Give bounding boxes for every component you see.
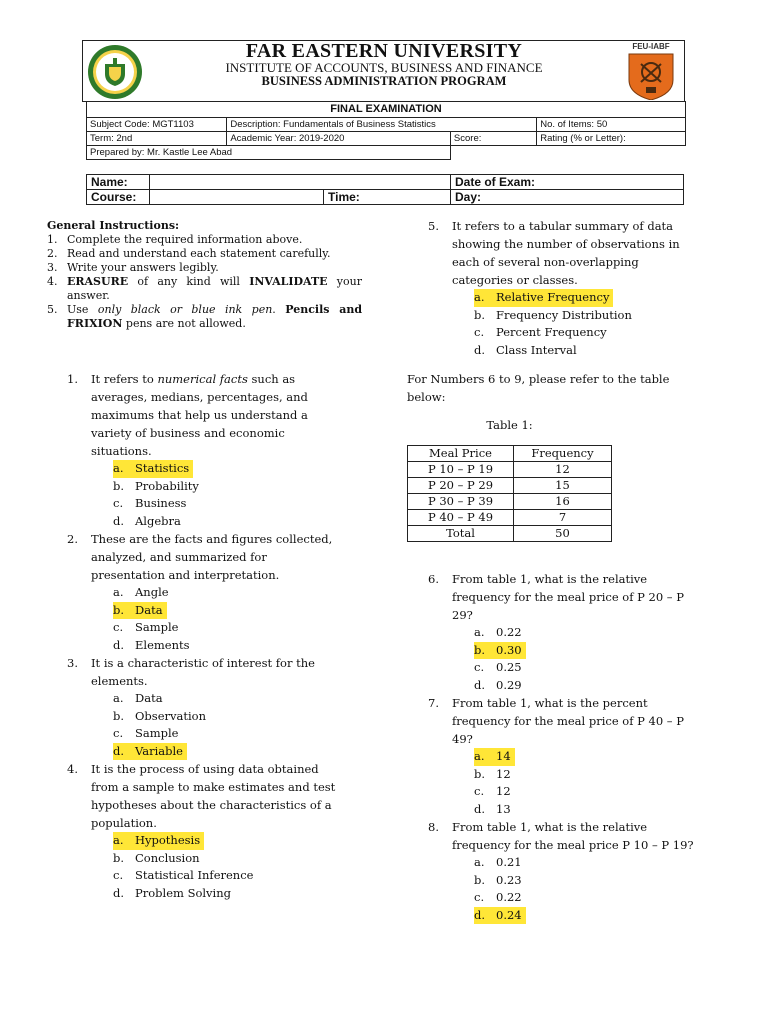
answer-option[interactable]	[428, 801, 728, 819]
answer-option[interactable]	[67, 867, 367, 885]
option-text: 0.22	[496, 890, 522, 904]
option-letter: b.	[113, 708, 125, 723]
answer-option[interactable]	[428, 907, 728, 925]
instr-fragment: INVALIDATE	[249, 275, 328, 288]
header-meal-price: Meal Price	[408, 446, 514, 462]
instruction-text: Read and understand each statement carefully.	[67, 247, 331, 260]
name-label: Name:	[87, 175, 150, 190]
option-text: 0.24	[496, 907, 522, 922]
question-text	[91, 530, 367, 584]
option-content	[113, 478, 203, 496]
instr-fragment: .	[272, 303, 286, 316]
question-line: It is a characteristic of interest for the	[91, 656, 315, 670]
option-letter: b.	[113, 850, 125, 865]
answer-option[interactable]	[67, 495, 367, 513]
answer-option[interactable]	[67, 885, 367, 903]
question-line: From table 1, what is the relative	[452, 572, 648, 586]
question-line: showing the number of observations in	[452, 237, 680, 251]
instruction-item	[47, 303, 362, 331]
instructions-list	[47, 233, 362, 331]
question-stem	[67, 654, 367, 690]
question-line: frequency for the meal price P 10 – P 19?	[452, 838, 694, 852]
questions-left-column	[67, 370, 367, 902]
option-letter: a.	[113, 461, 124, 475]
meal-price-table	[407, 445, 612, 542]
question-stem	[428, 217, 728, 289]
table-cell: P 10 – P 19	[408, 462, 514, 478]
question-line: It refers to a tabular summary of data	[452, 219, 674, 233]
instr-fragment: ERASURE	[67, 275, 129, 288]
option-text: Data	[135, 602, 163, 617]
institute-name: INSTITUTE OF ACCOUNTS, BUSINESS AND FINANCE	[225, 60, 543, 75]
instr-fragment: your answer.	[67, 275, 362, 302]
instruction-item	[47, 247, 362, 261]
instruction-number: 3.	[47, 261, 58, 274]
option-content	[474, 307, 636, 325]
table-cell: 12	[514, 462, 612, 478]
question-line: each of several non-overlapping	[452, 255, 639, 269]
answer-option[interactable]	[67, 743, 367, 761]
question-line: analyzed, and summarized for	[91, 550, 267, 564]
question-number: 7.	[428, 696, 439, 710]
option-letter: b.	[474, 642, 486, 657]
question-line: categories or classes.	[452, 273, 578, 287]
question-line: frequency for the meal price of P 20 – P	[452, 590, 684, 604]
option-content	[113, 637, 194, 655]
option-text: 0.29	[496, 677, 522, 692]
answer-option[interactable]	[428, 677, 728, 695]
question-line: It is the process of using data obtained	[91, 762, 319, 776]
option-content	[113, 619, 182, 637]
instruction-item	[47, 261, 362, 275]
option-letter: a.	[474, 625, 485, 639]
option-letter: a.	[474, 290, 485, 304]
option-text: Sample	[135, 620, 179, 634]
option-content	[113, 584, 173, 602]
option-letter: d.	[474, 801, 486, 816]
option-letter: c.	[474, 325, 485, 339]
question-stem	[67, 530, 367, 584]
option-content	[474, 659, 526, 677]
question-line: population.	[91, 816, 157, 830]
option-letter: a.	[113, 585, 124, 599]
question-line: presentation and interpretation.	[91, 568, 280, 582]
option-letter: d.	[474, 342, 486, 357]
option-letter: c.	[113, 496, 124, 510]
option-content	[113, 690, 167, 708]
answer-option[interactable]	[67, 850, 367, 868]
question-7	[428, 694, 728, 818]
name-field[interactable]	[150, 175, 451, 190]
header-frequency: Frequency	[514, 446, 612, 462]
question-2	[67, 530, 367, 654]
option-text: Algebra	[135, 513, 181, 528]
question-number: 6.	[428, 572, 439, 586]
option-text: Conclusion	[135, 850, 200, 865]
table-intro-line-2: below:	[407, 390, 446, 404]
question-stem	[428, 818, 728, 854]
general-instructions	[47, 219, 362, 331]
option-content	[474, 783, 515, 801]
option-content	[113, 885, 235, 903]
option-content	[113, 513, 185, 531]
option-content	[113, 867, 257, 885]
table-cell: P 20 – P 29	[408, 478, 514, 494]
instruction-text	[67, 303, 362, 331]
question-line: averages, medians, percentages, and	[91, 390, 308, 404]
subject-code: Subject Code: MGT1103	[87, 118, 227, 132]
day-label[interactable]: Day:	[451, 190, 684, 205]
program-name: BUSINESS ADMINISTRATION PROGRAM	[261, 74, 507, 88]
option-letter: c.	[474, 660, 485, 674]
option-content	[474, 624, 526, 642]
answer-option[interactable]	[428, 766, 728, 784]
question-line: These are the facts and figures collected,	[91, 532, 333, 546]
instruction-item	[47, 275, 362, 303]
instruction-number: 2.	[47, 247, 58, 260]
time-label[interactable]: Time:	[324, 190, 451, 205]
date-of-exam-label[interactable]: Date of Exam:	[451, 175, 684, 190]
option-content	[113, 460, 193, 478]
answer-option[interactable]	[67, 478, 367, 496]
option-letter: b.	[113, 602, 125, 617]
question-stem	[67, 760, 367, 832]
option-letter: d.	[474, 677, 486, 692]
question-text	[91, 760, 367, 832]
answer-option[interactable]	[67, 513, 367, 531]
question-number: 4.	[67, 762, 78, 776]
instr-fragment: only black or blue ink pen	[97, 303, 273, 316]
question-8	[428, 818, 728, 924]
option-text: Relative Frequency	[496, 290, 610, 304]
question-line: From table 1, what is the relative	[452, 820, 648, 834]
answer-option[interactable]	[428, 307, 728, 325]
student-info-box	[86, 174, 684, 205]
table-cell: 7	[514, 510, 612, 526]
question-line: situations.	[91, 444, 152, 458]
option-content	[113, 708, 210, 726]
instruction-number: 5.	[47, 303, 58, 316]
table-cell: Total	[408, 526, 514, 542]
option-content	[474, 324, 611, 342]
exam-info-table	[86, 101, 686, 160]
question-5	[428, 217, 728, 359]
option-letter: c.	[113, 726, 124, 740]
option-content	[113, 725, 182, 743]
option-content	[113, 495, 190, 513]
option-content	[474, 801, 515, 819]
option-text: 13	[496, 801, 511, 816]
table-caption: Table 1:	[486, 418, 533, 432]
option-content	[474, 289, 613, 307]
answer-option[interactable]	[428, 748, 728, 766]
answer-option[interactable]	[67, 725, 367, 743]
option-content	[113, 832, 204, 850]
answer-option[interactable]	[67, 690, 367, 708]
question-line: elements.	[91, 674, 148, 688]
option-letter: c.	[474, 890, 485, 904]
option-letter: b.	[474, 307, 486, 322]
option-letter: d.	[113, 637, 125, 652]
option-letter: c.	[113, 868, 124, 882]
answer-option[interactable]	[428, 889, 728, 907]
table-intro-line-1: For Numbers 6 to 9, please refer to the table	[407, 372, 670, 386]
exam-title: FINAL EXAMINATION	[87, 102, 686, 118]
blank-cell	[450, 146, 685, 160]
option-text: 14	[496, 749, 511, 763]
option-text: 0.30	[496, 642, 522, 657]
answer-option[interactable]	[67, 602, 367, 620]
question-text	[452, 818, 728, 854]
option-text: Class Interval	[496, 342, 577, 357]
question-text	[91, 370, 367, 460]
question-stem	[428, 694, 728, 748]
course-field[interactable]	[150, 190, 324, 205]
question-number: 8.	[428, 820, 439, 834]
option-text: Elements	[135, 637, 190, 652]
option-text: Frequency Distribution	[496, 307, 632, 322]
option-text: Statistics	[135, 461, 190, 475]
question-line: From table 1, what is the percent	[452, 696, 648, 710]
option-letter: d.	[113, 885, 125, 900]
table-cell: P 40 – P 49	[408, 510, 514, 526]
text-fragment: numerical facts	[157, 372, 248, 386]
option-letter: a.	[113, 691, 124, 705]
option-text: Hypothesis	[135, 833, 201, 847]
instructions-title: General Instructions:	[47, 219, 180, 232]
option-text: 12	[496, 766, 511, 781]
question-1	[67, 370, 367, 530]
question-text	[452, 217, 728, 289]
question-number: 2.	[67, 532, 78, 546]
option-content	[113, 602, 167, 620]
question-line: hypotheses about the characteristics of a	[91, 798, 332, 812]
option-letter: a.	[474, 749, 485, 763]
question-5	[428, 217, 728, 359]
instruction-text	[67, 275, 362, 303]
question-text	[452, 694, 728, 748]
option-text: 0.23	[496, 872, 522, 887]
table-intro	[407, 370, 727, 406]
term: Term: 2nd	[87, 132, 227, 146]
option-content	[474, 642, 526, 660]
answer-option[interactable]	[67, 832, 367, 850]
subject-description: Description: Fundamentals of Business Statistics	[227, 118, 537, 132]
option-content	[474, 907, 526, 925]
question-stem	[67, 370, 367, 460]
rating-field[interactable]: Rating (% or Letter):	[537, 132, 686, 146]
answer-option[interactable]	[67, 619, 367, 637]
question-number: 3.	[67, 656, 78, 670]
question-4	[67, 760, 367, 902]
answer-option[interactable]	[428, 624, 728, 642]
option-letter: d.	[474, 907, 486, 922]
answer-option[interactable]	[67, 708, 367, 726]
option-content	[474, 748, 515, 766]
answer-option[interactable]	[428, 783, 728, 801]
answer-option[interactable]	[428, 324, 728, 342]
text-fragment: It refers to	[91, 372, 158, 386]
question-text	[91, 654, 367, 690]
instruction-item	[47, 233, 362, 247]
option-letter: c.	[474, 784, 485, 798]
answer-option[interactable]	[67, 460, 367, 478]
option-letter: d.	[113, 743, 125, 758]
question-line: maximums that help us understand a	[91, 408, 308, 422]
items-count: No. of Items: 50	[537, 118, 686, 132]
instr-fragment: pens are not allowed.	[122, 317, 246, 330]
question-3	[67, 654, 367, 760]
option-letter: a.	[113, 833, 124, 847]
prepared-by: Prepared by: Mr. Kastle Lee Abad	[87, 146, 451, 160]
option-text: Variable	[135, 743, 183, 758]
feu-iabf-label: FEU-IABF	[632, 42, 670, 51]
answer-option[interactable]	[428, 854, 728, 872]
option-letter: a.	[474, 855, 485, 869]
feu-iabf-logo	[626, 42, 676, 100]
table-cell: 16	[514, 494, 612, 510]
question-text	[452, 570, 728, 624]
academic-year: Academic Year: 2019-2020	[227, 132, 451, 146]
answer-option[interactable]	[67, 637, 367, 655]
answer-option[interactable]	[428, 642, 728, 660]
option-content	[113, 743, 187, 761]
question-number: 1.	[67, 372, 78, 386]
option-content	[474, 766, 515, 784]
option-content	[474, 342, 581, 360]
table-cell: P 30 – P 39	[408, 494, 514, 510]
answer-option[interactable]	[428, 872, 728, 890]
option-text: 0.25	[496, 660, 522, 674]
question-line: variety of business and economic	[91, 426, 285, 440]
question-line: frequency for the meal price of P 40 – P	[452, 714, 684, 728]
option-text: Percent Frequency	[496, 325, 607, 339]
option-content	[474, 677, 526, 695]
option-content	[113, 850, 204, 868]
option-text: Observation	[135, 708, 206, 723]
instr-fragment: Pencils and FRIXION	[67, 303, 363, 330]
answer-option[interactable]	[428, 659, 728, 677]
option-text: 0.21	[496, 855, 522, 869]
answer-option[interactable]	[428, 289, 728, 307]
option-letter: d.	[113, 513, 125, 528]
instruction-text: Write your answers legibly.	[67, 261, 219, 274]
instruction-number: 4.	[47, 275, 58, 288]
answer-option[interactable]	[428, 342, 728, 360]
score-field[interactable]: Score:	[450, 132, 536, 146]
option-text: Business	[135, 496, 187, 510]
option-text: Statistical Inference	[135, 868, 254, 882]
option-text: Problem Solving	[135, 885, 231, 900]
option-text: Sample	[135, 726, 179, 740]
option-letter: b.	[474, 766, 486, 781]
option-text: Angle	[135, 585, 169, 599]
option-text: 12	[496, 784, 511, 798]
option-content	[474, 854, 526, 872]
question-line: 29?	[452, 608, 473, 622]
answer-option[interactable]	[67, 584, 367, 602]
instr-fragment: of any kind will	[128, 275, 250, 288]
university-name: FAR EASTERN UNIVERSITY	[245, 40, 523, 62]
instruction-number: 1.	[47, 233, 58, 246]
option-content	[474, 889, 526, 907]
question-6	[428, 570, 728, 694]
table-cell: 15	[514, 478, 612, 494]
question-line	[91, 370, 367, 388]
instruction-text: Complete the required information above.	[67, 233, 303, 246]
text-fragment: such as	[247, 372, 296, 386]
option-text: Data	[135, 691, 163, 705]
course-label: Course:	[87, 190, 150, 205]
questions-right-column	[428, 570, 728, 924]
option-letter: b.	[474, 872, 486, 887]
question-line: 49?	[452, 732, 473, 746]
option-content	[474, 872, 526, 890]
option-text: Probability	[135, 478, 199, 493]
table-cell: 50	[514, 526, 612, 542]
option-text: 0.22	[496, 625, 522, 639]
question-stem	[428, 570, 728, 624]
instr-fragment: Use	[67, 303, 98, 316]
option-letter: b.	[113, 478, 125, 493]
option-letter: c.	[113, 620, 124, 634]
question-number: 5.	[428, 219, 439, 233]
question-line: from a sample to make estimates and test	[91, 780, 336, 794]
